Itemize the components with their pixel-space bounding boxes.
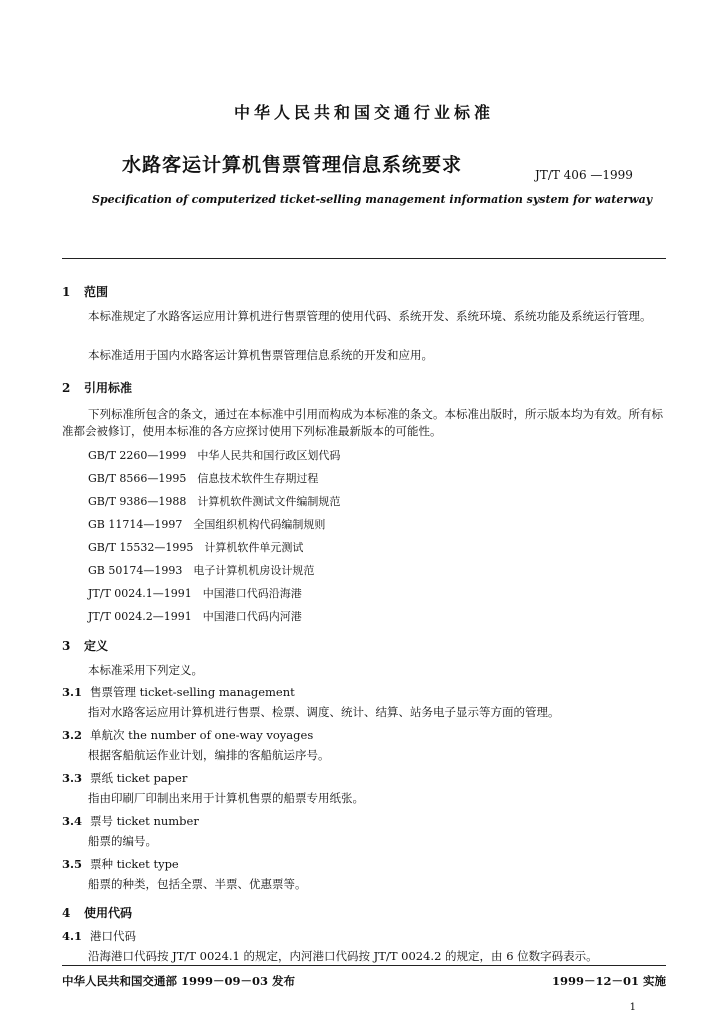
definition-number: 3.4 (62, 814, 83, 828)
reference-item: GB 50174—1993 电子计算机机房设计规范 (88, 564, 315, 577)
section-1-paragraph-2: 本标准适用于国内水路客运计算机售票管理信息系统的开发和应用。 (88, 348, 433, 362)
definition-number: 3.3 (62, 771, 83, 785)
issue-info: 中华人民共和国交通部 1999－09－03 发布 (62, 974, 296, 988)
section-number: 4 (62, 906, 71, 920)
header-divider (62, 258, 666, 259)
section-title: 引用标准 (84, 381, 133, 395)
section-title: 使用代码 (84, 906, 133, 920)
definition-heading (62, 727, 313, 743)
reference-item: GB 11714—1997 全国组织机构代码编制规则 (88, 518, 326, 531)
section-title: 范围 (84, 285, 109, 299)
definition-term: 票种 ticket type (90, 857, 179, 871)
definition-term: 售票管理 ticket-selling management (90, 685, 295, 699)
section-2-paragraph: 下列标准所包含的条文，通过在本标准中引用而构成为本标准的条文。本标准出版时，所示版本均为有效。所有标准都会被修订，使用本标准的各方应探讨使用下列标准最新版本的可能性。 (62, 407, 663, 438)
standard-title-cn: 水路客运计算机售票管理信息系统要求 (122, 154, 463, 176)
definition-number: 3.5 (62, 857, 83, 871)
section-title: 定义 (84, 639, 109, 653)
definition-term: 单航次 the number of one-way voyages (90, 728, 314, 742)
section-4-1-paragraph: 沿海港口代码按 JT/T 0024.1 的规定，内河港口代码按 JT/T 0024.2 的规定，由 6 位数字码表示。 (88, 949, 598, 963)
standard-category: 中华人民共和国交通行业标准 (233, 103, 494, 122)
section-number: 1 (62, 285, 71, 299)
effective-date: 1999－12－01 实施 (551, 974, 666, 988)
definition-heading (62, 813, 199, 829)
reference-item: GB/T 8566—1995 信息技术软件生存期过程 (88, 472, 319, 485)
definition-heading (62, 770, 187, 786)
definition-text: 船票的编号。 (88, 834, 157, 848)
subsection-number: 4.1 (62, 929, 83, 943)
definition-text: 指对水路客运应用计算机进行售票、检票、调度、统计、结算、站务电子显示等方面的管理。 (88, 705, 560, 719)
section-number: 3 (62, 639, 71, 653)
definition-number: 3.1 (62, 685, 83, 699)
section-1-heading (62, 283, 108, 300)
section-4-heading (62, 904, 132, 921)
footer-divider (62, 965, 666, 966)
section-1-paragraph-1: 本标准规定了水路客运应用计算机进行售票管理的使用代码、系统开发、系统环境、系统功能及系统运行管理。 (88, 309, 652, 323)
reference-item: GB/T 2260—1999 中华人民共和国行政区划代码 (88, 449, 341, 462)
reference-item: GB/T 9386—1988 计算机软件测试文件编制规范 (88, 495, 341, 508)
section-3-heading (62, 637, 108, 654)
definition-text: 船票的种类，包括全票、半票、优惠票等。 (88, 877, 307, 891)
definition-term: 票纸 ticket paper (90, 771, 188, 785)
definition-text: 根据客船航运作业计划，编排的客船航运序号。 (88, 748, 330, 762)
section-2-heading (62, 379, 132, 396)
definition-term: 票号 ticket number (90, 814, 199, 828)
section-3-intro: 本标准采用下列定义。 (88, 663, 203, 677)
subsection-title: 港口代码 (90, 929, 136, 943)
reference-item: GB/T 15532—1995 计算机软件单元测试 (88, 541, 304, 554)
section-number: 2 (62, 381, 71, 395)
page-number: 1 (629, 1002, 636, 1013)
reference-item: JT/T 0024.2—1991 中国港口代码内河港 (88, 610, 302, 623)
standard-title-en: Specification of computerized ticket-selling management information system for waterway (92, 193, 653, 206)
reference-item: JT/T 0024.1—1991 中国港口代码沿海港 (88, 587, 302, 600)
standard-code: JT/T 406 —1999 (535, 168, 633, 182)
definition-heading (62, 856, 179, 872)
subsection-4-1-heading (62, 928, 136, 944)
definition-text: 指由印刷厂印制出来用于计算机售票的船票专用纸张。 (88, 791, 364, 805)
definition-heading (62, 684, 295, 700)
definition-number: 3.2 (62, 728, 83, 742)
